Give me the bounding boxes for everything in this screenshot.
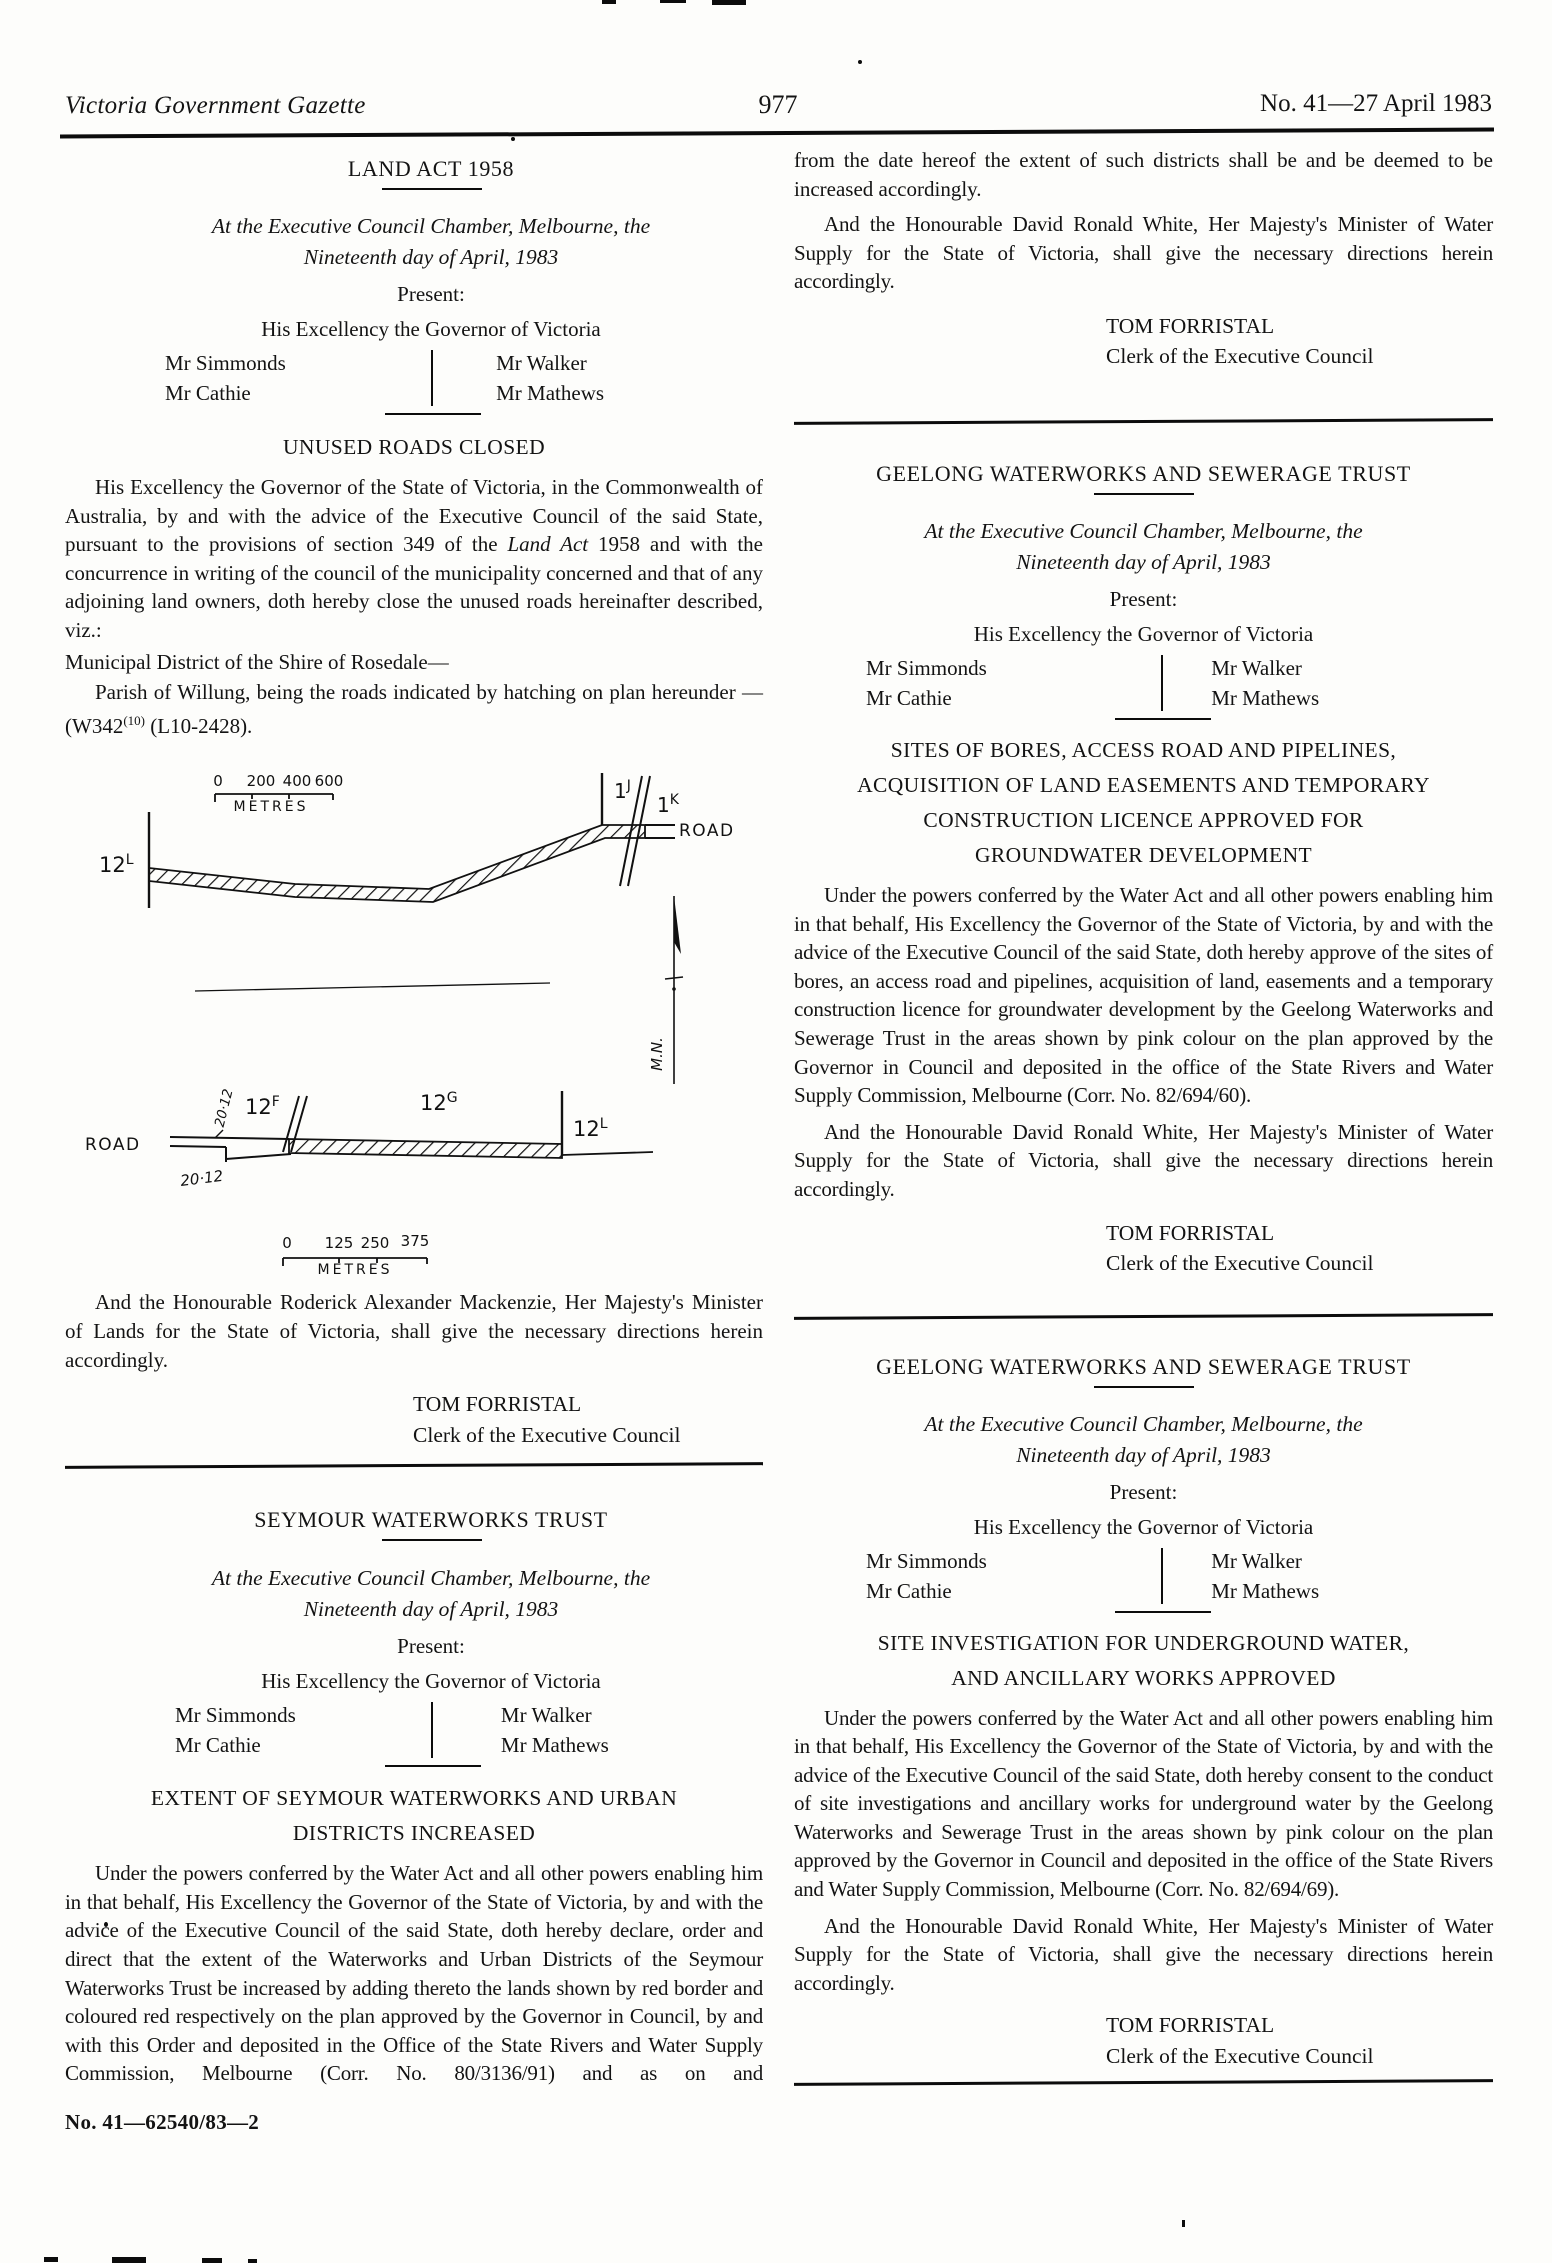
present-label: Present:: [397, 1634, 465, 1659]
section-divider-rule: [794, 2080, 1493, 2087]
governor-line: His Excellency the Governor of Victoria: [261, 317, 601, 341]
title-underline: [1094, 1386, 1194, 1388]
measurement-label: 20·12: [211, 1087, 237, 1130]
scan-artifact: [112, 2257, 146, 2263]
scan-artifact: [712, 0, 746, 5]
section-divider-rule: [65, 1462, 763, 1469]
right-column: [794, 146, 1493, 2084]
attendee: Mr Walker: [496, 351, 587, 375]
section-divider-rule: [794, 418, 1493, 425]
attendees-list: [794, 1546, 1493, 1606]
svg-text:200: 200: [246, 772, 276, 791]
section-divider-rule: [794, 1313, 1493, 1320]
title-underline: [1094, 493, 1194, 495]
closed-road-hatched: [289, 1139, 562, 1158]
site-paragraph: Under the powers conferred by the Water Act and all other powers enabling him in that behalf, His Excellency the Governor of the State of Victoria, by and with the advice of the Executive Council of the said State, doth hereby consent to the conduct of site investigations and ancillary works for underground water by the Geelong Waterworks and Sewerage Trust in the areas shown by pink colour on the plan approved by the Governor in Council and deposited in the office of the State Rivers and Water Supply Commission, Melbourne (Corr. No. 82/694/69).: [794, 1705, 1493, 1902]
signature-role: Clerk of the Executive Council: [1106, 1251, 1374, 1275]
measurement-pointer: [215, 1130, 223, 1138]
parish-paragraph: Parish of Willung, being the roads indicated by hatching on plan hereunder — (W342$^{(10)}$ (L10-2428).: [65, 680, 763, 738]
present-label: Present:: [1109, 586, 1178, 611]
attendee: Mr Walker: [1211, 655, 1302, 680]
parcel-label-1J: $1^J$: [614, 778, 631, 804]
signature-name: TOM FORRISTAL: [413, 1392, 582, 1417]
attendee: Mr Cathie: [175, 1733, 261, 1758]
attendees-divider: [431, 350, 433, 406]
attendee: Mr Walker: [500, 1703, 592, 1728]
attendee: Mr Simmonds: [175, 1703, 296, 1728]
extent-paragraph: Under the powers conferred by the Water Act and all other powers enabling him in that behalf, His Excellency the Governor of the State of Victoria, by and with the advice of the Executive Council of the said State, doth hereby declare, order and direct that the extent of the Waterworks and Urban Districts of the Seymour Waterworks Trust be increased by adding thereto the lands shown by red border and coloured red respectively on the plan approved by the Governor in Council, by and with this Order and deposited in the Office of the State Rivers and Water Supply Commission, Melbourne (Corr. No. 80/3136/91) and as on and: [65, 1861, 763, 2086]
section-title-geelong-2: GEELONG WATERWORKS AND SEWERAGE TRUST: [876, 1353, 1411, 1379]
signature-block: [1106, 2010, 1493, 2071]
chamber-line: At the Executive Council Chamber, Melbourne, the Nineteenth day of April, 1983: [211, 214, 651, 269]
attendee: Mr Simmonds: [866, 1548, 987, 1573]
attendee: Mr Mathews: [500, 1733, 609, 1758]
attendee: Mr Cathie: [866, 1578, 952, 1603]
parcel-label-12L: $12^L$: [573, 1116, 608, 1142]
scan-artifact: [660, 0, 686, 3]
closed-road-hatched: [149, 825, 645, 902]
attendee: Mr Simmonds: [165, 351, 286, 375]
parcel-label-12F: $12^F$: [245, 1094, 280, 1120]
title-underline: [382, 188, 482, 190]
act-name-italic: Land Act: [507, 532, 589, 557]
present-label: Present:: [1109, 1479, 1178, 1504]
title-underline: [382, 1539, 482, 1541]
white-paragraph: And the Honourable David Ronald White, Her Majesty's Minister of Water Supply for the State of Victoria, shall give the necessary directions herein accordingly.: [794, 1913, 1493, 1995]
section-title-land-act: LAND ACT 1958: [347, 156, 515, 181]
left-column: [65, 148, 763, 2135]
svg-text:METRES: METRES: [317, 1262, 393, 1277]
signature-role: Clerk of the Executive Council: [413, 1422, 681, 1447]
attendees-divider: [1161, 1548, 1163, 1604]
bores-paragraph: Under the powers conferred by the Water Act and all other powers enabling him in that behalf, His Excellency the Governor of the State of Victoria, by and with the advice of the Executive Council of the said State, doth hereby approve of the sites of bores, an access road and pipelines, acquisition of land, easements and a temporary construction licence for groundwater development by the Geelong Waterworks and Sewerage Trust in the areas shown by pink colour on the plan approved by the Governor in Council and deposited in the office of the State Rivers and Water Supply Commission, Melbourne (Corr. No. 82/694/60).: [794, 882, 1493, 1108]
gazette-footer-number: No. 41—62540/83—2: [65, 2109, 260, 2134]
attendee: Mr Cathie: [866, 685, 952, 710]
attendee: Mr Cathie: [165, 381, 251, 405]
governor-line: His Excellency the Governor of Victoria: [261, 1669, 601, 1694]
issue-date: No. 41—27 April 1983: [1260, 90, 1492, 117]
signature-block: [1106, 1218, 1493, 1279]
road-label: ROAD: [679, 821, 735, 842]
page-header: [64, 90, 1492, 124]
attendee: Mr Mathews: [496, 381, 605, 405]
svg-text:375: 375: [400, 1232, 430, 1251]
section-title-seymour: SEYMOUR WATERWORKS TRUST: [254, 1507, 608, 1533]
north-arrow: [648, 896, 683, 1084]
road-label: ROAD: [85, 1135, 141, 1156]
boundary-line: [562, 1152, 653, 1155]
unused-roads-paragraph: His Excellency the Governor of the State of Victoria, in the Commonwealth of Australia, by and with the advice of the Executive Council of the said State, pursuant to the provisions of section 349 of the Land Act 1958 and with the concurrence in writing of the council of the municipality concerned and that of any adjoining land owners, doth hereby close the unused roads hereinafter described, viz.:: [65, 475, 763, 642]
chamber-line: At the Executive Council Chamber, Melbourne, the Nineteenth day of April, 1983: [924, 1411, 1363, 1467]
svg-text:0: 0: [213, 772, 223, 791]
scan-artifact: [248, 2259, 257, 2263]
attendee: Mr Mathews: [1211, 685, 1320, 710]
signature-name: TOM FORRISTAL: [1106, 1220, 1275, 1245]
svg-text:250: 250: [360, 1234, 390, 1253]
attendees-divider: [1161, 655, 1163, 711]
governor-line: His Excellency the Governor of Victoria: [973, 621, 1314, 646]
carryover-paragraph: from the date hereof the extent of such districts shall be and be deemed to be increased accordingly.: [794, 148, 1493, 201]
signature-name: TOM FORRISTAL: [1106, 2013, 1275, 2038]
signature-role: Clerk of the Executive Council: [1106, 2043, 1374, 2068]
measurement-label: 20·12: [179, 1167, 225, 1191]
section-title-unused-roads: UNUSED ROADS CLOSED: [282, 435, 546, 459]
section-title-bores: SITES OF BORES, ACCESS ROAD AND PIPELINES, ACQUISITION OF LAND EASEMENTS AND TEMPORARY CONSTRUCTION LICENCE APPROVED FOR GROUNDWATER DEVELOPMENT: [857, 737, 1430, 867]
attendee: Mr Simmonds: [866, 655, 987, 680]
governor-line: His Excellency the Governor of Victoria: [973, 1514, 1314, 1539]
scale-bar-top: [213, 772, 343, 815]
chamber-line: At the Executive Council Chamber, Melbourne, the Nineteenth day of April, 1983: [211, 1566, 651, 1622]
attendees-list: [65, 348, 763, 408]
scan-artifact: [202, 2258, 222, 2263]
scan-artifact: [602, 0, 616, 4]
road-edges: [170, 1137, 291, 1162]
attendees-divider: [431, 1702, 433, 1758]
section-title-geelong-1: GEELONG WATERWORKS AND SEWERAGE TRUST: [876, 460, 1411, 486]
attendees-underline: [1115, 1611, 1211, 1613]
svg-text:M.N.: M.N.: [648, 1037, 666, 1072]
header-rule: [60, 127, 1494, 138]
scan-artifact: [44, 2257, 58, 2262]
chamber-line: At the Executive Council Chamber, Melbourne, the Nineteenth day of April, 1983: [924, 518, 1363, 574]
scan-artifact: [858, 60, 862, 64]
municipal-district-line: Municipal District of the Shire of Rosedale—: [65, 649, 449, 674]
white-paragraph: And the Honourable David Ronald White, Her Majesty's Minister of Water Supply for the State of Victoria, shall give the necessary directions herein accordingly.: [794, 1119, 1493, 1201]
svg-text:0: 0: [282, 1234, 292, 1253]
white-paragraph: And the Honourable David Ronald White, Her Majesty's Minister of Water Supply for the State of Victoria, shall give the necessary directions herein accordingly.: [794, 212, 1493, 294]
attendee: Mr Mathews: [1211, 1578, 1320, 1603]
attendees-list: [65, 1700, 763, 1760]
journal-title: Victoria Government Gazette: [65, 92, 366, 119]
signature-block: [1106, 311, 1493, 372]
parcel-label-1K: $1^K$: [657, 792, 679, 818]
signature-block: [413, 1389, 763, 1450]
scale-bar-bottom: [282, 1232, 429, 1276]
parcel-label-12L: $12^L$: [99, 852, 134, 878]
page-number: 977: [758, 90, 798, 119]
signature-name: TOM FORRISTAL: [1106, 313, 1275, 338]
present-label: Present:: [397, 282, 465, 306]
boundary-line: [195, 983, 550, 991]
svg-text:600: 600: [314, 772, 344, 791]
svg-text:METRES: METRES: [233, 799, 309, 816]
scan-artifact: [1182, 2220, 1185, 2227]
survey-plan-diagram: [65, 746, 765, 1276]
scan-artifact: [511, 137, 515, 141]
attendees-underline: [1115, 718, 1211, 720]
section-title-site-investigation: SITE INVESTIGATION FOR UNDERGROUND WATER, AND ANCILLARY WORKS APPROVED: [877, 1630, 1410, 1690]
mackenzie-paragraph: And the Honourable Roderick Alexander Mackenzie, Her Majesty's Minister of Lands for the State of Victoria, shall give the necessary directions herein accordingly.: [65, 1290, 763, 1372]
parcel-label-12G: $12^G$: [420, 1090, 458, 1116]
road-continuation: [645, 825, 675, 838]
attendees-list: [794, 653, 1493, 713]
attendees-underline: [385, 1765, 481, 1767]
attendees-underline: [385, 413, 481, 415]
svg-text:125: 125: [324, 1234, 354, 1253]
section-title-extent: EXTENT OF SEYMOUR WATERWORKS AND URBAN DISTRICTS INCREASED: [150, 1786, 678, 1846]
attendee: Mr Walker: [1211, 1548, 1302, 1573]
signature-role: Clerk of the Executive Council: [1106, 344, 1374, 369]
plan-reference-superscript: (10): [123, 712, 145, 728]
svg-text:400: 400: [282, 772, 312, 791]
